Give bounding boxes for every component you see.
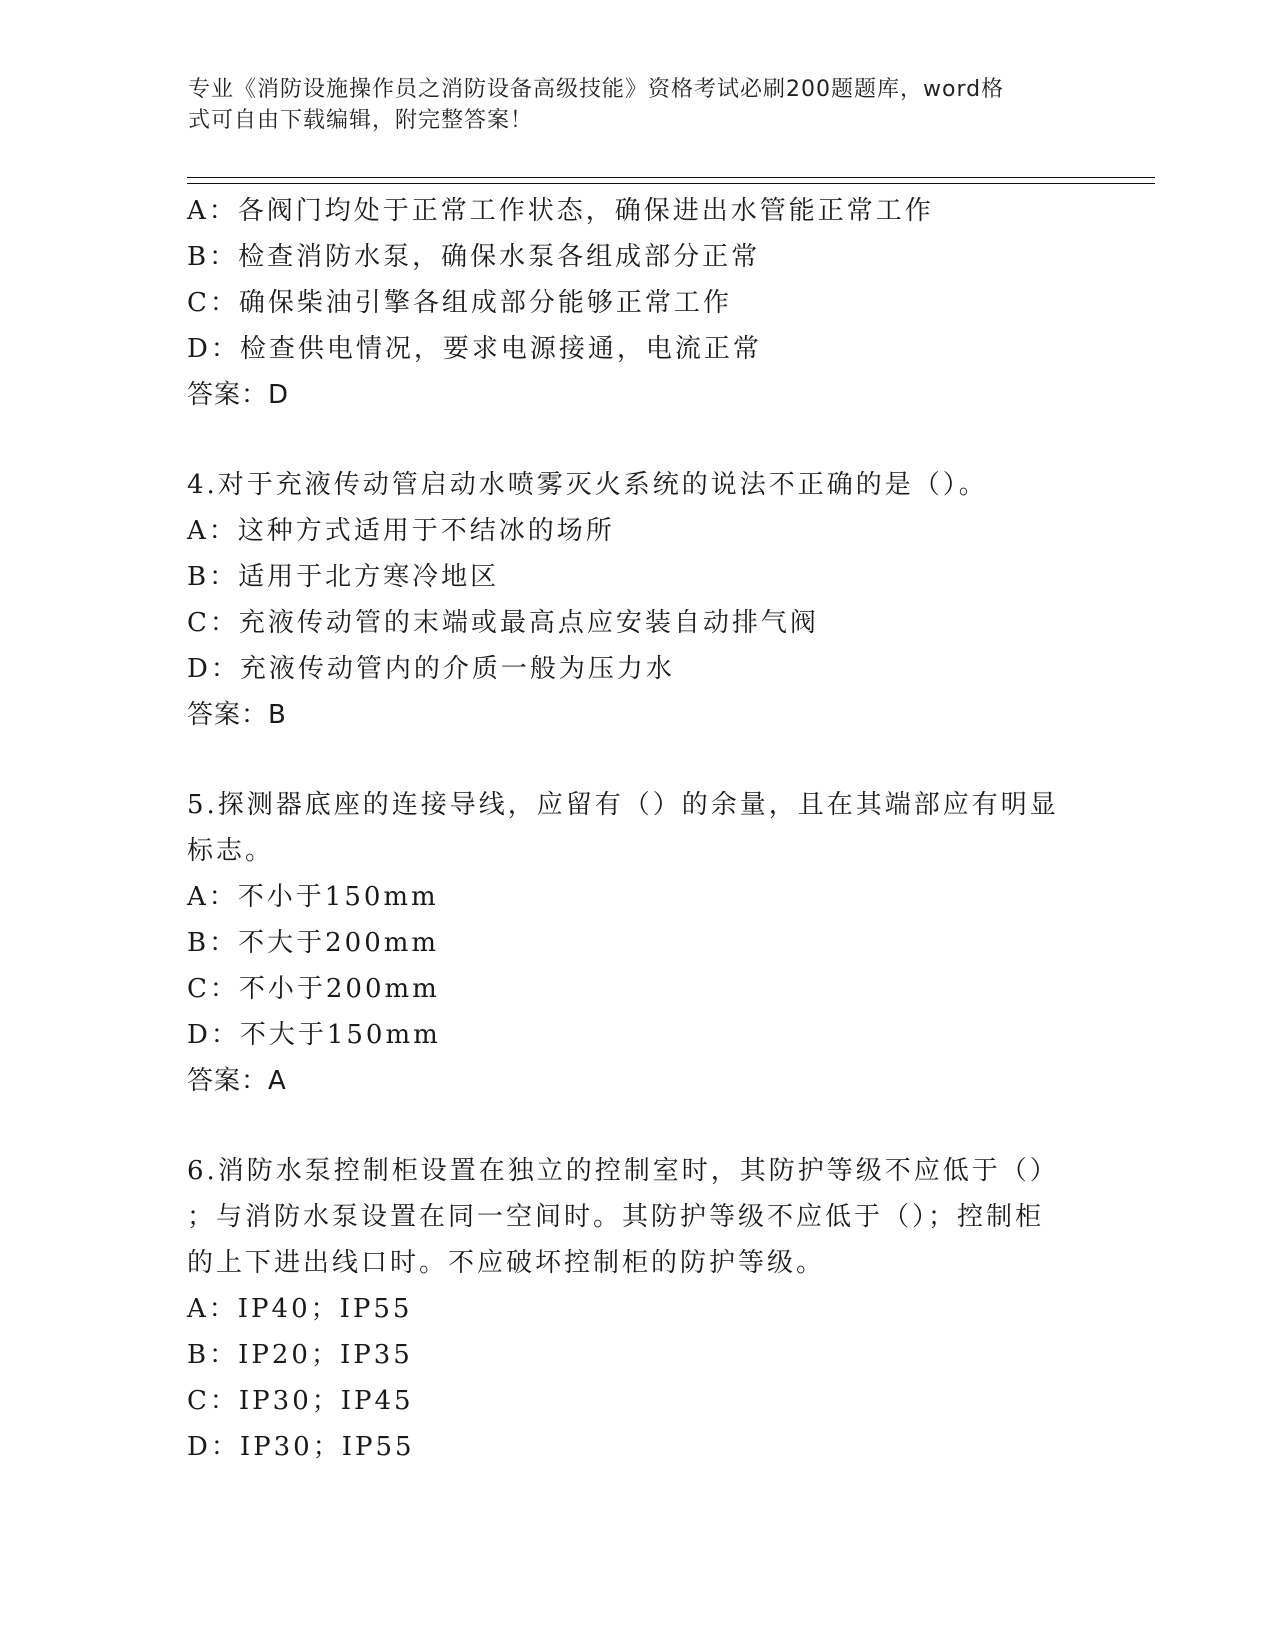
question-title-line-3: 的上下进出线口时。不应破坏控制柜的防护等级。: [187, 1248, 826, 1278]
document-header: [188, 74, 1078, 136]
question-content: [187, 188, 1087, 1470]
question-4-block: [187, 462, 1087, 738]
option-a: A：不小于150mm: [187, 882, 439, 912]
question-5-block: [187, 782, 1087, 1104]
question-title-line-1: 6.消防水泵控制柜设置在独立的控制室时，其防护等级不应低于（）: [187, 1156, 1059, 1186]
option-a: A：IP40；IP55: [187, 1294, 413, 1324]
option-b: B：检查消防水泵，确保水泵各组成部分正常: [187, 242, 761, 272]
question-title-line-2: ；与消防水泵设置在同一空间时。其防护等级不应低于（）；控制柜: [187, 1202, 1045, 1232]
option-a: A：各阀门均处于正常工作状态，确保进出水管能正常工作: [187, 196, 934, 226]
question-title-line-1: 5.探测器底座的连接导线，应留有（）的余量，且在其端部应有明显: [187, 790, 1059, 820]
header-line-1: 专业《消防设施操作员之消防设备高级技能》资格考试必刷200题题库，word格: [188, 77, 1005, 102]
question-title-line-2: 标志。: [187, 836, 275, 866]
option-b: B：IP20；IP35: [187, 1340, 413, 1370]
option-d: D：不大于150mm: [187, 1020, 441, 1050]
option-c: C：确保柴油引擎各组成部分能够正常工作: [187, 288, 732, 318]
header-divider: [187, 177, 1155, 184]
option-b: B：适用于北方寒冷地区: [187, 562, 500, 592]
option-b: B：不大于200mm: [187, 928, 440, 958]
option-a: A：这种方式适用于不结冰的场所: [187, 516, 615, 546]
option-c: C：IP30；IP45: [187, 1386, 414, 1416]
answer: 答案：B: [187, 700, 287, 730]
header-line-2: 式可自由下载编辑，附完整答案！: [188, 108, 534, 133]
option-d: D：IP30；IP55: [187, 1432, 415, 1462]
question-3-block: [187, 188, 1087, 418]
option-d: D：充液传动管内的介质一般为压力水: [187, 654, 675, 684]
answer: 答案：D: [187, 380, 290, 410]
question-title: 4.对于充液传动管启动水喷雾灭火系统的说法不正确的是（）。: [187, 470, 988, 500]
answer: 答案：A: [187, 1066, 287, 1096]
question-title: [187, 1148, 1067, 1286]
question-6-block: [187, 1148, 1087, 1470]
option-c: C：充液传动管的末端或最高点应安装自动排气阀: [187, 608, 819, 638]
option-d: D：检查供电情况，要求电源接通，电流正常: [187, 334, 762, 364]
option-c: C：不小于200mm: [187, 974, 440, 1004]
question-title: [187, 782, 1067, 874]
